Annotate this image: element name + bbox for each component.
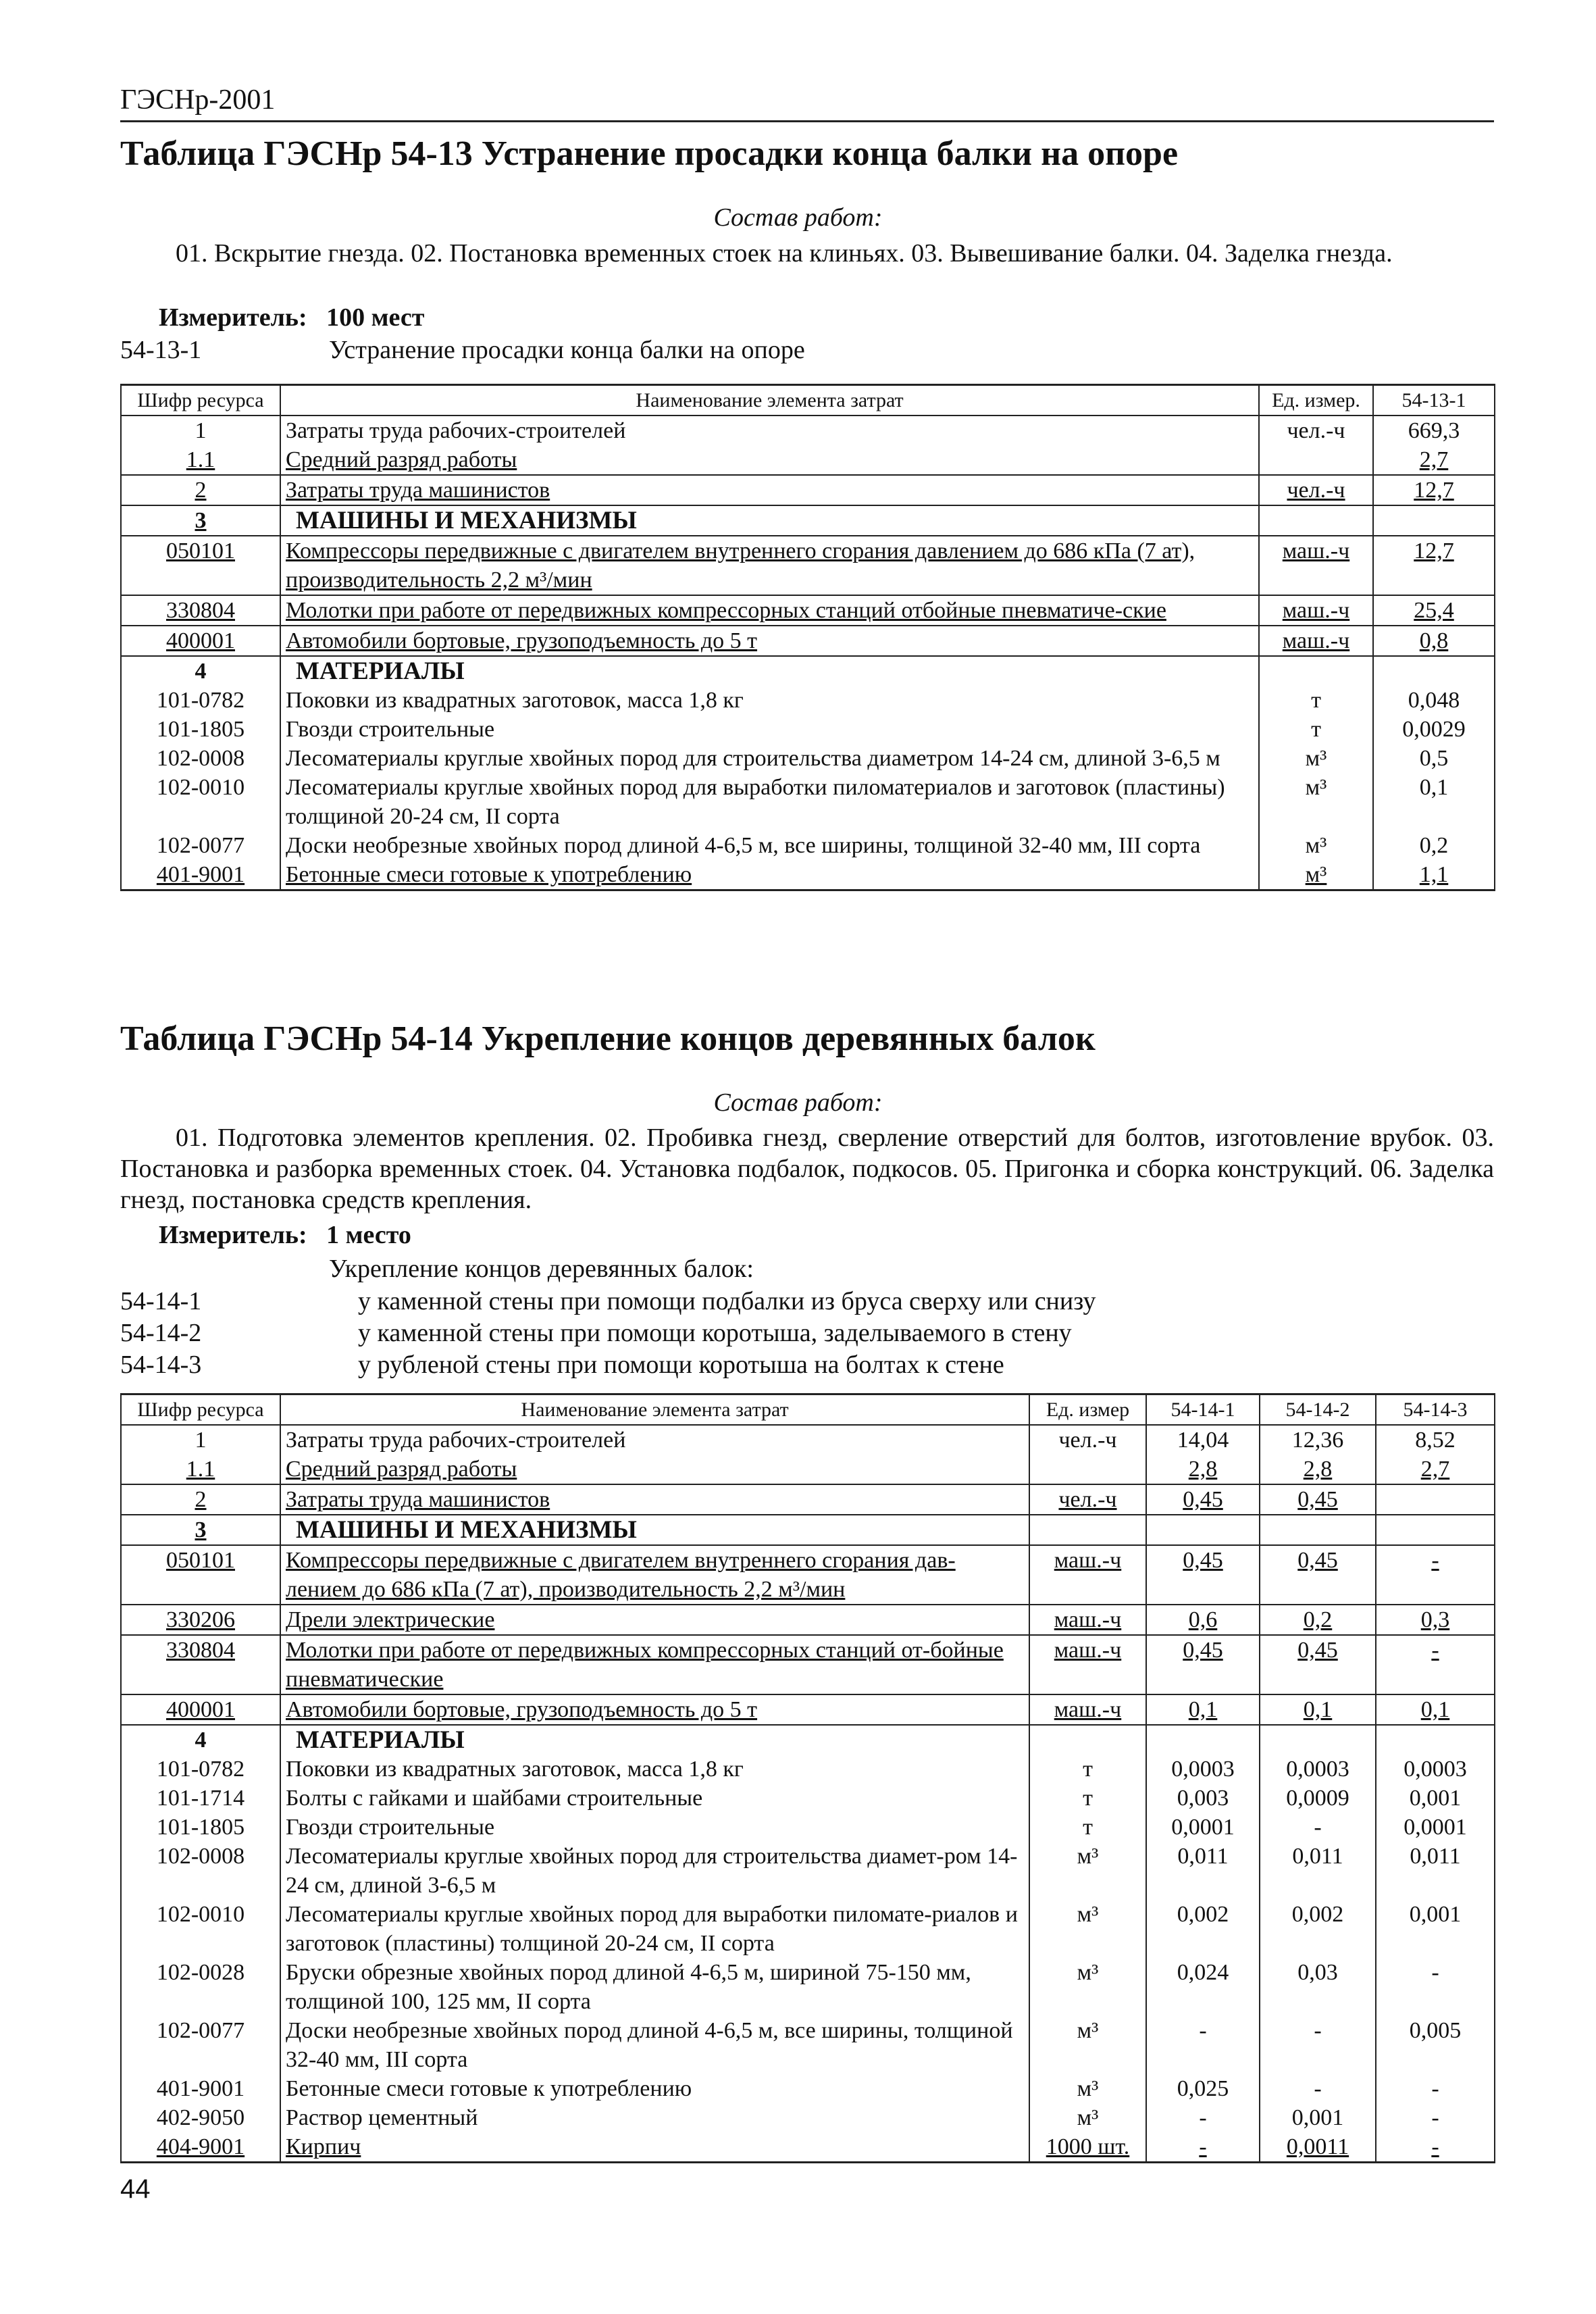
cell-code: 4 [121,1725,280,1755]
cell-code: 102-0077 [121,2016,280,2074]
table-row [121,1842,1495,1900]
cell-value: - [1146,2016,1260,2074]
cell-value: 0,1 [1376,1694,1495,1725]
cell-unit: м³ [1029,2074,1146,2103]
table-row [121,445,1495,475]
cell-code: 102-0077 [121,831,280,860]
table-row [121,686,1495,715]
cell-value: 0,45 [1260,1545,1376,1605]
cell-code: 102-0008 [121,1842,280,1900]
cell-name: Раствор цементный [280,2103,1029,2132]
cell-value: 0,011 [1376,1842,1495,1900]
cell-name: Компрессоры передвижные с двигателем внутреннего сгорания дав-лением до 686 кПа (7 ат), производительность 2,2 м³/мин [280,1545,1029,1605]
running-header: ГЭСНр-2001 [120,84,276,116]
cell-code: 1.1 [121,1455,280,1484]
table1-header-unit: Ед. измер. [1259,385,1373,416]
table2-work-text: 01. Подготовка элементов крепления. 02. Пробивка гнезд, сверление отверстий для болтов, изготовление врубок. 03. Постановка и разборка временных стоек. 04. Установка подбалок, подкосов. 05. Пригонка и сборка конструкций. 06. Заделка гнезд, постановка средств крепления. [120,1124,1494,1214]
cell-name: Бетонные смеси готовые к употреблению [280,860,1259,890]
cell-unit: чел.-ч [1259,475,1373,505]
cell-code: 1 [121,1425,280,1455]
cell-value: - [1376,2103,1495,2132]
cell-name: Бетонные смеси готовые к употреблению [280,2074,1029,2103]
cell-value: 0,0001 [1146,1813,1260,1842]
cell-unit [1029,1515,1146,1545]
cell-value [1376,1515,1495,1545]
table2-title: Таблица ГЭСНр 54-14 Укрепление концов деревянных балок [120,1020,1096,1058]
table2 [120,1393,1495,2163]
table-row [121,1725,1495,1755]
cell-code: 101-1714 [121,1784,280,1813]
table2-work-desc-3: у рубленой стены при помощи коротыша на болтах к стене [358,1351,1004,1379]
cell-value: - [1260,1813,1376,1842]
table-row [121,475,1495,505]
cell-value [1373,505,1495,536]
cell-value: 0,001 [1260,2103,1376,2132]
cell-value [1146,1725,1260,1755]
cell-unit: маш.-ч [1029,1635,1146,1694]
table1-title: Таблица ГЭСНр 54-13 Устранение просадки конца балки на опоре [120,134,1179,173]
cell-value: 0,011 [1260,1842,1376,1900]
cell-unit: м³ [1259,773,1373,831]
cell-name: Средний разряд работы [280,445,1259,475]
table-row [121,1484,1495,1515]
cell-value: 2,7 [1376,1455,1495,1484]
cell-name: Лесоматериалы круглые хвойных пород для выработки пиломатериалов и заготовок (пластины) толщиной 20-24 см, II сорта [280,773,1259,831]
cell-value [1376,1484,1495,1515]
table-row [121,2103,1495,2132]
cell-code: 3 [121,1515,280,1545]
cell-code: 3 [121,505,280,536]
header-rule [120,120,1494,122]
cell-value: 0,0003 [1146,1755,1260,1784]
cell-unit [1259,505,1373,536]
table-row [121,1635,1495,1694]
cell-unit: т [1029,1784,1146,1813]
cell-value: 0,001 [1376,1900,1495,1958]
cell-value: - [1376,2132,1495,2163]
cell-unit: чел.-ч [1029,1484,1146,1515]
table2-sostav-label: Состав работ: [713,1088,883,1117]
cell-name: Автомобили бортовые, грузоподъемность до 5 т [280,1694,1029,1725]
table-row [121,1545,1495,1605]
cell-code: 1.1 [121,445,280,475]
cell-value: 669,3 [1373,416,1495,445]
cell-unit: м³ [1029,2103,1146,2132]
table2-header-value-2: 54-14-2 [1260,1394,1376,1426]
cell-value: 0,6 [1146,1605,1260,1635]
page-number: 44 [120,2174,151,2204]
cell-unit: маш.-ч [1259,595,1373,626]
cell-value: 25,4 [1373,595,1495,626]
table2-work-code-1: 54-14-1 [120,1287,202,1315]
cell-value [1373,656,1495,686]
cell-value: 0,002 [1260,1900,1376,1958]
table2-header-name: Наименование элемента затрат [280,1394,1029,1426]
cell-value: 0,0003 [1376,1755,1495,1784]
cell-value: 0,048 [1373,686,1495,715]
cell-value: 0,025 [1146,2074,1260,2103]
table2-measure-value: 1 место [326,1221,411,1249]
cell-value: 0,0001 [1376,1813,1495,1842]
cell-value [1260,1515,1376,1545]
table-row [121,656,1495,686]
cell-value: 2,8 [1146,1455,1260,1484]
table-row [121,1813,1495,1842]
cell-unit [1259,445,1373,475]
cell-value: 0,0011 [1260,2132,1376,2163]
cell-code: 330804 [121,1635,280,1694]
cell-unit: т [1029,1813,1146,1842]
cell-code: 400001 [121,1694,280,1725]
cell-unit: 1000 шт. [1029,2132,1146,2163]
cell-value: 0,45 [1146,1484,1260,1515]
cell-name: МАШИНЫ И МЕХАНИЗМЫ [280,1515,1029,1545]
cell-value: - [1376,1635,1495,1694]
cell-code: 050101 [121,1545,280,1605]
cell-value: 0,0009 [1260,1784,1376,1813]
cell-name: Молотки при работе от передвижных компрессорных станций от-бойные пневматические [280,1635,1029,1694]
cell-name: Автомобили бортовые, грузоподъемность до 5 т [280,626,1259,656]
cell-unit: м³ [1029,1958,1146,2016]
table2-header-code: Шифр ресурса [121,1394,280,1426]
table2-header-value-1: 54-14-1 [1146,1394,1260,1426]
table2-work-code-3: 54-14-3 [120,1351,202,1379]
cell-value: - [1376,2074,1495,2103]
cell-name: МАТЕРИАЛЫ [280,656,1259,686]
cell-name: Дрели электрические [280,1605,1029,1635]
cell-name: Доски необрезные хвойных пород длиной 4-6,5 м, все ширины, толщиной 32-40 мм, III сорта [280,831,1259,860]
table1-header-code: Шифр ресурса [121,385,280,416]
cell-name: Лесоматериалы круглые хвойных пород для строительства диаметром 14-24 см, длиной 3-6,5 м [280,744,1259,773]
cell-unit: маш.-ч [1029,1605,1146,1635]
cell-code: 4 [121,656,280,686]
cell-value: 0,1 [1373,773,1495,831]
cell-value: 0,45 [1260,1635,1376,1694]
cell-value: 0,0029 [1373,715,1495,744]
cell-unit: т [1259,686,1373,715]
table-row [121,1755,1495,1784]
cell-code: 1 [121,416,280,445]
table-row [121,1515,1495,1545]
cell-name: Затраты труда машинистов [280,475,1259,505]
cell-name: Поковки из квадратных заготовок, масса 1,8 кг [280,1755,1029,1784]
cell-code: 400001 [121,626,280,656]
table-row [121,626,1495,656]
cell-value: 0,1 [1260,1694,1376,1725]
table-row [121,1694,1495,1725]
cell-unit: чел.-ч [1029,1425,1146,1455]
cell-value: 0,45 [1146,1635,1260,1694]
cell-unit [1259,656,1373,686]
cell-value: 0,2 [1260,1605,1376,1635]
table-row [121,831,1495,860]
table-row [121,1784,1495,1813]
table-row [121,773,1495,831]
cell-value: 0,2 [1373,831,1495,860]
cell-name: Молотки при работе от передвижных компрессорных станций отбойные пневматиче-ские [280,595,1259,626]
cell-value: 0,8 [1373,626,1495,656]
table1-header-value: 54-13-1 [1373,385,1495,416]
cell-value: 12,36 [1260,1425,1376,1455]
cell-unit: т [1259,715,1373,744]
cell-unit: маш.-ч [1029,1545,1146,1605]
table-row [121,744,1495,773]
cell-unit: м³ [1259,860,1373,890]
cell-code: 402-9050 [121,2103,280,2132]
cell-value: 12,7 [1373,475,1495,505]
cell-name: Затраты труда рабочих-строителей [280,416,1259,445]
table1 [120,384,1495,891]
cell-name: Болты с гайками и шайбами строительные [280,1784,1029,1813]
table-row [121,505,1495,536]
cell-name: Кирпич [280,2132,1029,2163]
cell-name: Компрессоры передвижные с двигателем внутреннего сгорания давлением до 686 кПа (7 ат), производительность 2,2 м³/мин [280,536,1259,595]
table2-measure-label: Измеритель: [159,1221,307,1249]
cell-value: 12,7 [1373,536,1495,595]
table1-measure [159,303,424,332]
cell-code: 101-1805 [121,715,280,744]
table-row [121,715,1495,744]
cell-unit: м³ [1259,831,1373,860]
cell-value: 0,45 [1146,1545,1260,1605]
cell-code: 401-9001 [121,860,280,890]
table-row [121,860,1495,890]
cell-unit: маш.-ч [1259,626,1373,656]
table1-work-desc: Устранение просадки конца балки на опоре [329,336,805,364]
cell-value: 0,03 [1260,1958,1376,2016]
table2-header-value-3: 54-14-3 [1376,1394,1495,1426]
cell-code: 330206 [121,1605,280,1635]
table-row [121,1958,1495,2016]
table-row [121,1455,1495,1484]
cell-code: 101-0782 [121,686,280,715]
table-row [121,1900,1495,1958]
cell-code: 330804 [121,595,280,626]
cell-name: Гвозди строительные [280,715,1259,744]
table1-header-name: Наименование элемента затрат [280,385,1259,416]
cell-unit [1029,1725,1146,1755]
table-row [121,2132,1495,2163]
cell-code: 102-0010 [121,773,280,831]
cell-value: 0,0003 [1260,1755,1376,1784]
cell-value: 0,005 [1376,2016,1495,2074]
cell-unit: чел.-ч [1259,416,1373,445]
cell-value: 8,52 [1376,1425,1495,1455]
cell-code: 102-0010 [121,1900,280,1958]
cell-value: - [1260,2016,1376,2074]
cell-name: Средний разряд работы [280,1455,1029,1484]
cell-name: Лесоматериалы круглые хвойных пород для выработки пиломате-риалов и заготовок (пластины) толщиной 20-24 см, II сорта [280,1900,1029,1958]
cell-value [1146,1515,1260,1545]
cell-unit: м³ [1029,1900,1146,1958]
cell-unit: м³ [1029,1842,1146,1900]
cell-code: 2 [121,1484,280,1515]
cell-unit [1029,1455,1146,1484]
cell-name: Затраты труда рабочих-строителей [280,1425,1029,1455]
cell-value: - [1376,1545,1495,1605]
cell-value: 0,45 [1260,1484,1376,1515]
cell-value [1260,1725,1376,1755]
cell-unit: м³ [1259,744,1373,773]
table1-work-text: 01. Вскрытие гнезда. 02. Постановка временных стоек на клиньях. 03. Вывешивание балки. 04. Заделка гнезда. [176,239,1393,268]
table1-work-code: 54-13-1 [120,336,202,364]
table2-group-caption: Укрепление концов деревянных балок: [329,1255,754,1283]
cell-name: МАТЕРИАЛЫ [280,1725,1029,1755]
cell-value: 0,3 [1376,1605,1495,1635]
table1-sostav-label: Состав работ: [713,203,883,232]
cell-value: 0,024 [1146,1958,1260,2016]
cell-value: 0,001 [1376,1784,1495,1813]
cell-name: Гвозди строительные [280,1813,1029,1842]
cell-name: Доски необрезные хвойных пород длиной 4-6,5 м, все ширины, толщиной 32-40 мм, III сорта [280,2016,1029,2074]
table-row [121,416,1495,445]
cell-code: 050101 [121,536,280,595]
cell-value: - [1376,1958,1495,2016]
cell-name: МАШИНЫ И МЕХАНИЗМЫ [280,505,1259,536]
table-row [121,1425,1495,1455]
cell-code: 101-1805 [121,1813,280,1842]
cell-value: 0,002 [1146,1900,1260,1958]
cell-name: Лесоматериалы круглые хвойных пород для строительства диамет-ром 14-24 см, длиной 3-6,5 м [280,1842,1029,1900]
table2-header-unit: Ед. измер [1029,1394,1146,1426]
cell-code: 401-9001 [121,2074,280,2103]
cell-name: Бруски обрезные хвойных пород длиной 4-6,5 м, шириной 75-150 мм, толщиной 100, 125 мм, II сорта [280,1958,1029,2016]
cell-value [1376,1725,1495,1755]
cell-value: 14,04 [1146,1425,1260,1455]
table2-work-code-2: 54-14-2 [120,1319,202,1347]
cell-code: 102-0028 [121,1958,280,2016]
cell-code: 101-0782 [121,1755,280,1784]
cell-value: - [1146,2132,1260,2163]
table1-measure-label: Измеритель: [159,303,307,332]
table2-work-desc-1: у каменной стены при помощи подбалки из бруса сверху или снизу [358,1287,1096,1315]
cell-value: 2,7 [1373,445,1495,475]
cell-unit: маш.-ч [1029,1694,1146,1725]
cell-value: 0,011 [1146,1842,1260,1900]
table2-work-desc-2: у каменной стены при помощи коротыша, заделываемого в стену [358,1319,1072,1347]
table-row [121,1605,1495,1635]
table2-measure [159,1220,411,1250]
table-row [121,2016,1495,2074]
cell-value: - [1146,2103,1260,2132]
table-row [121,536,1495,595]
cell-value: - [1260,2074,1376,2103]
cell-code: 102-0008 [121,744,280,773]
cell-code: 404-9001 [121,2132,280,2163]
cell-value: 0,003 [1146,1784,1260,1813]
table-row [121,2074,1495,2103]
cell-value: 0,1 [1146,1694,1260,1725]
cell-value: 0,5 [1373,744,1495,773]
cell-code: 2 [121,475,280,505]
cell-value: 1,1 [1373,860,1495,890]
cell-unit: м³ [1029,2016,1146,2074]
cell-name: Затраты труда машинистов [280,1484,1029,1515]
table-row [121,595,1495,626]
cell-unit: маш.-ч [1259,536,1373,595]
table1-measure-value: 100 мест [326,303,425,332]
cell-name: Поковки из квадратных заготовок, масса 1,8 кг [280,686,1259,715]
cell-value: 2,8 [1260,1455,1376,1484]
cell-unit: т [1029,1755,1146,1784]
